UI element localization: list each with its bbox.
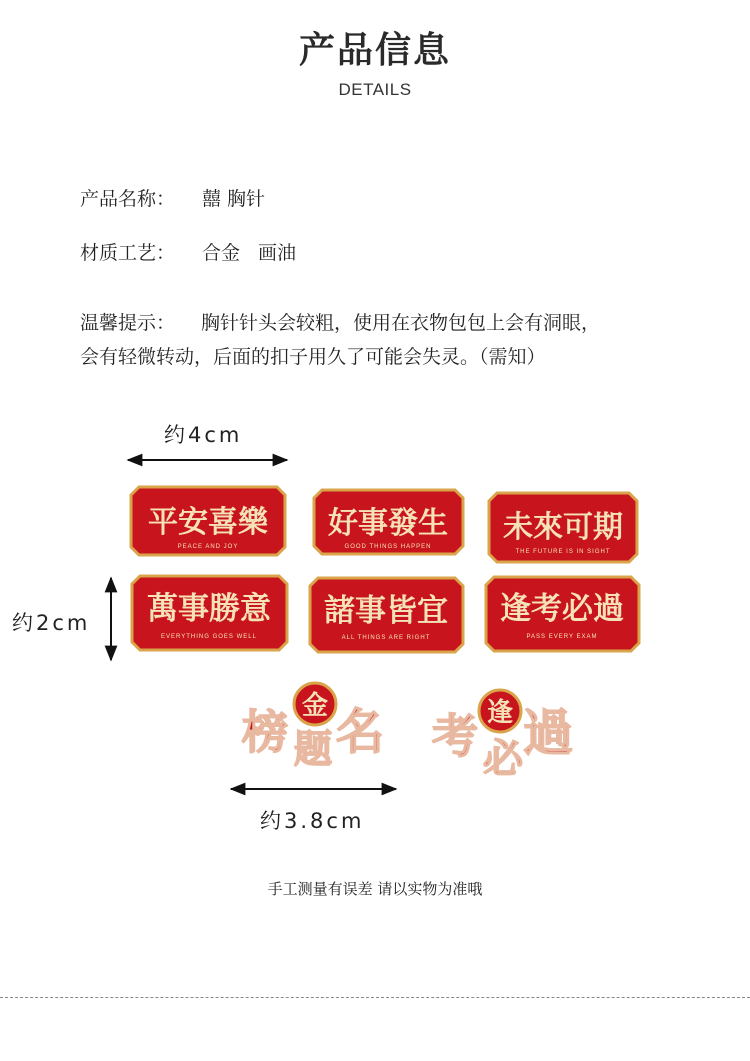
width-dimension-label: 约4cm [164, 423, 243, 447]
pin-3 [489, 493, 637, 562]
shaped-pin-2-right: 過 [523, 703, 573, 762]
pin-2 [314, 490, 463, 554]
shaped-pin-2-circle-text: 逢 [486, 698, 514, 728]
shaped-pin-2-bottom: 必 [483, 735, 523, 782]
pin-4-text: 萬事勝意 [147, 591, 271, 627]
shaped-pin-1-bottom: 题 [293, 726, 333, 771]
page-title: 产品信息 [298, 30, 451, 71]
pin-1-sub: PEACE AND JOY [177, 544, 239, 550]
pin-6-text: 逢考必過 [500, 591, 624, 627]
tip-line-1: 胸针针头会较粗，使用在衣物包包上会有洞眼， [201, 312, 601, 334]
pin-3-text: 未來可期 [503, 510, 623, 545]
shaped-pin-2 [432, 690, 573, 782]
pin-4-sub: EVERYTHING GOES WELL [161, 634, 257, 640]
height-dimension-label: 约2cm [12, 611, 91, 635]
pin-5 [310, 578, 463, 652]
pin-6-sub: PASS EVERY EXAM [526, 634, 598, 640]
pin-3-sub: THE FUTURE IS IN SIGHT [515, 549, 611, 555]
pin-2-sub: GOOD THINGS HAPPEN [344, 544, 432, 550]
pin-1-text: 平安喜樂 [148, 505, 268, 540]
page-subtitle: DETAILS [338, 80, 412, 99]
measurement-note: 手工测量有误差 请以实物为准哦 [267, 880, 483, 898]
pin-1 [131, 487, 285, 555]
pin-5-text: 諸事皆宜 [324, 593, 448, 629]
shaped-pin-1 [242, 683, 384, 771]
shaped-pin-2-left: 考 [432, 709, 478, 763]
pin-2-text: 好事發生 [328, 506, 448, 541]
name-label: 产品名称： [80, 188, 176, 210]
material-label: 材质工艺： [80, 242, 176, 264]
shaped-pin-1-circle-text: 金 [301, 691, 329, 721]
material-value-1: 合金 [202, 242, 241, 264]
pin-5-sub: ALL THINGS ARE RIGHT [341, 635, 431, 641]
pin-6 [486, 577, 639, 651]
tip-label: 温馨提示： [80, 312, 176, 334]
name-value: 囍 胸针 [202, 188, 266, 210]
tip-line-2: 会有轻微转动，后面的扣子用久了可能会失灵。（需知） [80, 346, 546, 368]
shaped-dimension-label: 约3.8cm [260, 809, 365, 833]
shaped-pin-1-right: 名 [335, 704, 385, 760]
dashed-divider [0, 997, 750, 998]
shaped-pin-1-left: 榜 [242, 705, 288, 759]
material-value-2: 画油 [258, 242, 297, 264]
pin-4 [132, 576, 287, 650]
